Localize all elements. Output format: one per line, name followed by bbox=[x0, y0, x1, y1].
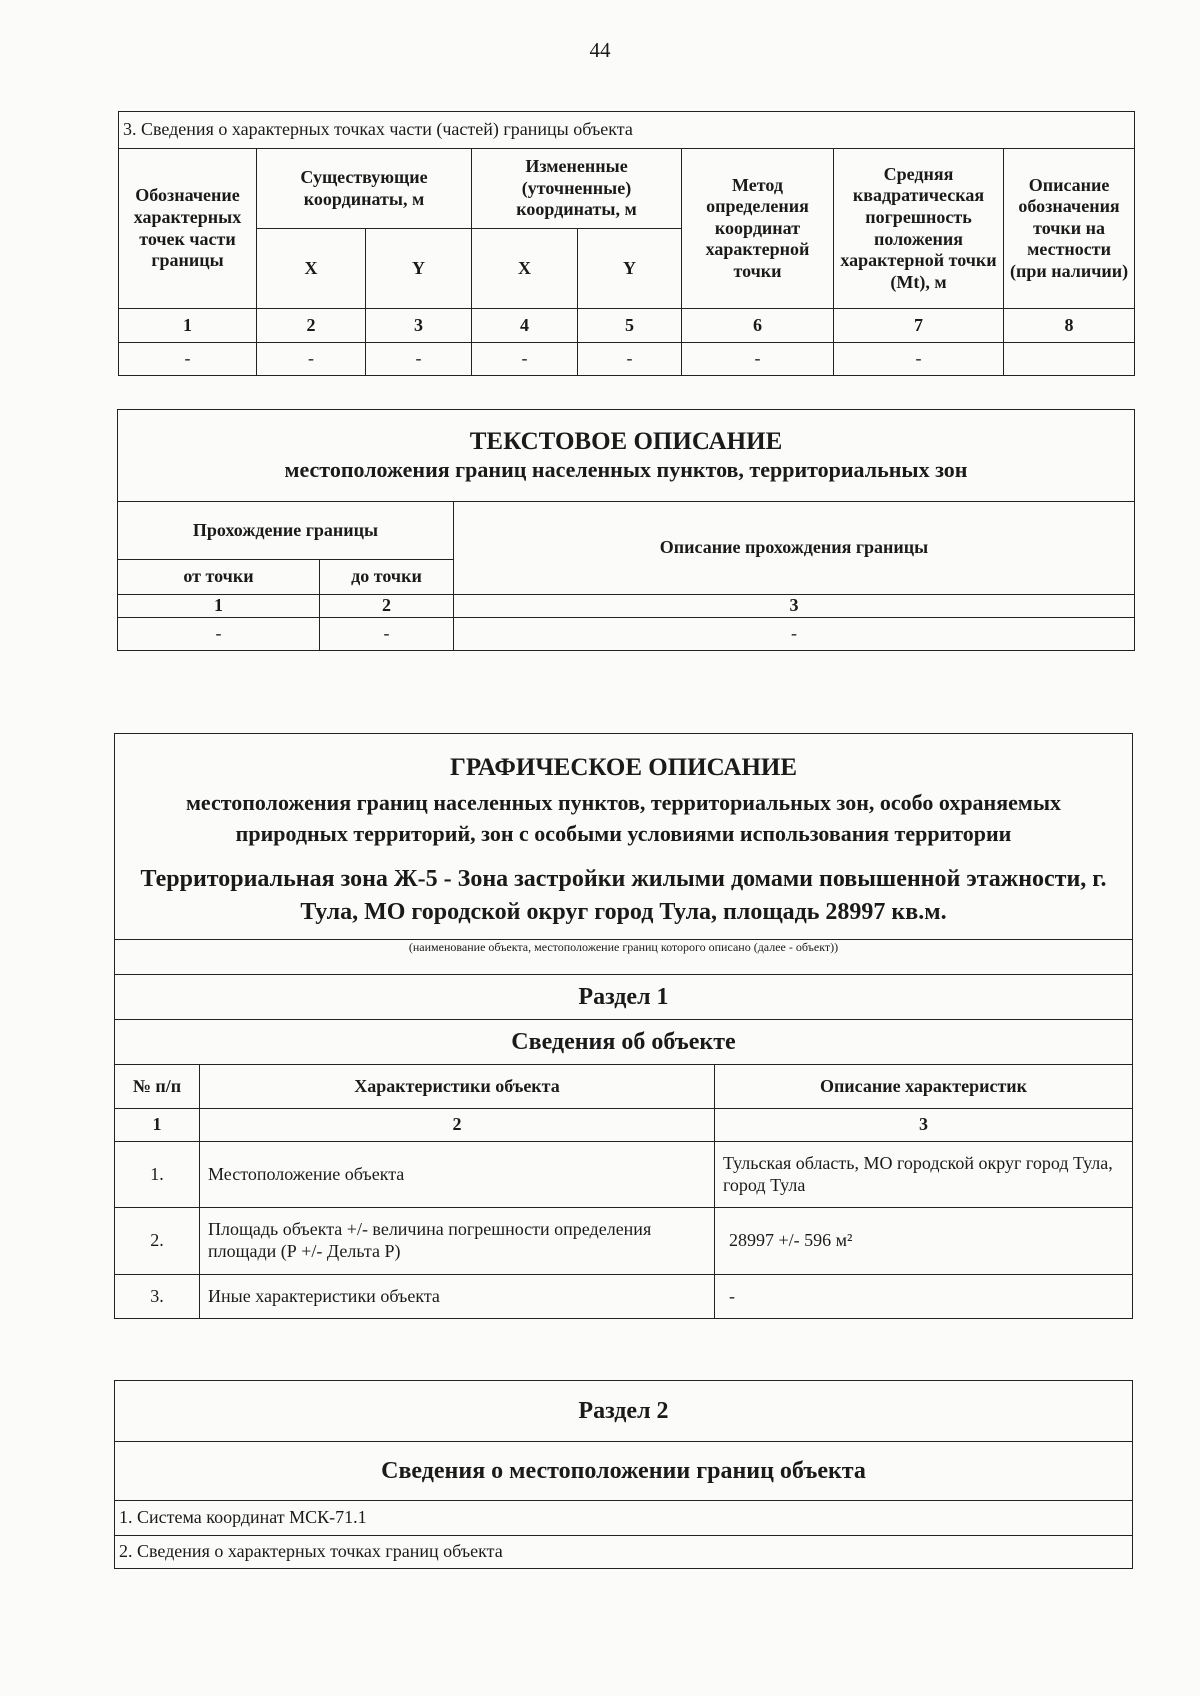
table-cell: - bbox=[118, 618, 320, 651]
row-number: 1. bbox=[115, 1142, 200, 1208]
col-number: 2 bbox=[257, 309, 366, 343]
header-error: Средняя квадратическая погрешность положения характерной точки (Mt), м bbox=[834, 149, 1004, 309]
header-from-point: от точки bbox=[118, 560, 320, 595]
row-value: Тульская область, МО городской округ город Тула, город Тула bbox=[715, 1142, 1133, 1208]
row-value: - bbox=[715, 1275, 1133, 1319]
col-number: 8 bbox=[1004, 309, 1135, 343]
section-1-title: Сведения об объекте bbox=[115, 1020, 1133, 1065]
table-row bbox=[115, 1208, 1133, 1275]
object-name: Территориальная зона Ж-5 - Зона застройки жилыми домами повышенной этажности, г. Тула, МО городской округ город Тула, площадь 28997 кв.м. bbox=[140, 866, 1107, 925]
table-cell bbox=[1004, 343, 1135, 376]
graphic-description-table bbox=[114, 733, 1133, 1319]
col-number: 3 bbox=[366, 309, 472, 343]
text-description-subtitle: местоположения границ населенных пунктов, территориальных зон bbox=[284, 457, 968, 483]
table-cell: - bbox=[834, 343, 1004, 376]
header-method: Метод определения координат характерной точки bbox=[682, 149, 834, 309]
graphic-description-heading bbox=[115, 734, 1133, 940]
col-number: 4 bbox=[472, 309, 578, 343]
table-cell: - bbox=[320, 618, 454, 651]
col-number: 3 bbox=[454, 595, 1135, 618]
table-cell: - bbox=[578, 343, 682, 376]
header-number: № п/п bbox=[115, 1065, 200, 1109]
section-1-label: Раздел 1 bbox=[115, 975, 1133, 1020]
header-x: X bbox=[472, 229, 578, 309]
row-value: 28997 +/- 596 м² bbox=[715, 1208, 1133, 1275]
header-y: Y bbox=[578, 229, 682, 309]
col-number: 6 bbox=[682, 309, 834, 343]
row-characteristic: Местоположение объекта bbox=[200, 1142, 715, 1208]
col-number: 1 bbox=[118, 595, 320, 618]
header-to-point: до точки bbox=[320, 560, 454, 595]
text-description-heading bbox=[118, 410, 1135, 502]
table-cell: - bbox=[472, 343, 578, 376]
table-row bbox=[115, 1275, 1133, 1319]
page-number: 44 bbox=[589, 38, 611, 62]
table-cell: - bbox=[119, 343, 257, 376]
header-characteristics: Характеристики объекта bbox=[200, 1065, 715, 1109]
header-existing-coords: Существующие координаты, м bbox=[257, 149, 472, 229]
col-number: 1 bbox=[119, 309, 257, 343]
coordinate-system: 1. Система координат МСК-71.1 bbox=[115, 1501, 1133, 1536]
table-cell: - bbox=[454, 618, 1135, 651]
table-cell: - bbox=[682, 343, 834, 376]
text-description-table bbox=[117, 409, 1135, 651]
characteristic-points-table bbox=[118, 111, 1135, 376]
col-number: 2 bbox=[320, 595, 454, 618]
header-characteristic-description: Описание характеристик bbox=[715, 1065, 1133, 1109]
col-number: 7 bbox=[834, 309, 1004, 343]
table-cell: - bbox=[366, 343, 472, 376]
row-characteristic: Площадь объекта +/- величина погрешности определения площади (Р +/- Дельта Р) bbox=[200, 1208, 715, 1275]
table-cell: - bbox=[257, 343, 366, 376]
header-x: X bbox=[257, 229, 366, 309]
header-description: Описание обозначения точки на местности (при наличии) bbox=[1004, 149, 1135, 309]
col-number: 1 bbox=[115, 1109, 200, 1142]
row-number: 3. bbox=[115, 1275, 200, 1319]
boundary-location-table bbox=[114, 1380, 1133, 1569]
section-2-label: Раздел 2 bbox=[115, 1381, 1133, 1442]
header-changed-coords: Измененные (уточненные) координаты, м bbox=[472, 149, 682, 229]
col-number: 3 bbox=[715, 1109, 1133, 1142]
table-caption: 3. Сведения о характерных точках части (частей) границы объекта bbox=[119, 112, 1135, 149]
header-passage-description: Описание прохождения границы bbox=[454, 502, 1135, 595]
table-row bbox=[115, 1142, 1133, 1208]
row-number: 2. bbox=[115, 1208, 200, 1275]
col-number: 2 bbox=[200, 1109, 715, 1142]
header-y: Y bbox=[366, 229, 472, 309]
header-designation: Обозначение характерных точек части границы bbox=[119, 149, 257, 309]
boundary-points-caption: 2. Сведения о характерных точках границ объекта bbox=[115, 1536, 1133, 1569]
section-2-title: Сведения о местоположении границ объекта bbox=[115, 1442, 1133, 1501]
col-number: 5 bbox=[578, 309, 682, 343]
graphic-description-title: ГРАФИЧЕСКОЕ ОПИСАНИЕ bbox=[449, 753, 798, 781]
row-characteristic: Иные характеристики объекта bbox=[200, 1275, 715, 1319]
header-passage: Прохождение границы bbox=[118, 502, 454, 560]
object-note: (наименование объекта, местоположение границ которого описано (далее - объект)) bbox=[115, 940, 1133, 975]
graphic-description-subtitle: местоположения границ населенных пунктов, территориальных зон, особо охраняемых природных территорий, зон с особыми условиями использования территории bbox=[185, 789, 1062, 847]
text-description-title: ТЕКСТОВОЕ ОПИСАНИЕ bbox=[469, 428, 783, 456]
